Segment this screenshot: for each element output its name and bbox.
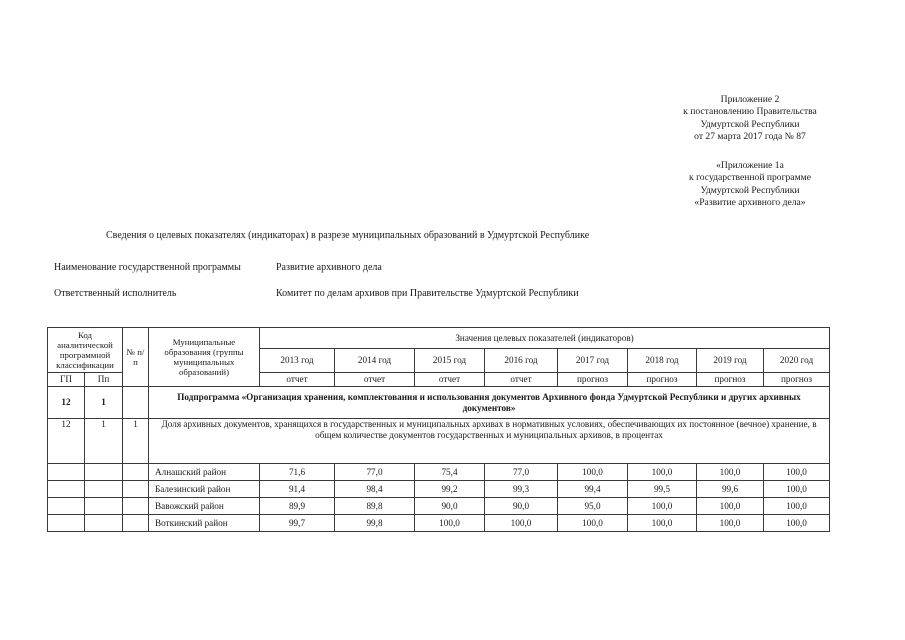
value-cell: 100,0 — [697, 464, 764, 481]
value-cell: 75,4 — [415, 464, 485, 481]
subprogram-row — [48, 387, 830, 419]
value-cell: 100,0 — [558, 515, 628, 532]
value-cell: 100,0 — [764, 464, 830, 481]
empty-cell — [48, 498, 85, 515]
program-label: Наименование государственной программы — [54, 262, 241, 273]
value-cell: 99,5 — [628, 481, 697, 498]
indicator-pp: 1 — [85, 419, 123, 464]
header-type: отчет — [260, 373, 335, 387]
municipality-name: Алнашский район — [149, 464, 260, 481]
municipality-name: Балезинский район — [149, 481, 260, 498]
appendix-line: от 27 марта 2017 года № 87 — [694, 131, 806, 143]
header-code: Код аналитической программной классификации — [48, 328, 123, 373]
appendix-line: Приложение 2 — [720, 94, 780, 105]
appendix-line: Удмуртской Республики — [700, 118, 800, 130]
value-cell: 99,4 — [558, 481, 628, 498]
header-year: 2013 год — [260, 349, 335, 373]
header-type: прогноз — [764, 373, 830, 387]
header-type: отчет — [335, 373, 415, 387]
value-cell: 89,8 — [335, 498, 415, 515]
value-cell: 91,4 — [260, 481, 335, 498]
empty-cell — [48, 481, 85, 498]
value-cell: 99,2 — [415, 481, 485, 498]
empty-cell — [48, 515, 85, 532]
header-municipality: Муниципальные образования (группы муниципальных образований) — [149, 328, 260, 387]
subprogram-number — [123, 387, 149, 419]
empty-cell — [85, 464, 123, 481]
value-cell: 77,0 — [335, 464, 415, 481]
value-cell: 98,4 — [335, 481, 415, 498]
value-cell: 100,0 — [697, 515, 764, 532]
municipality-name: Вавожский район — [149, 498, 260, 515]
table-row — [48, 464, 830, 481]
value-cell: 99,3 — [485, 481, 558, 498]
value-cell: 99,7 — [260, 515, 335, 532]
subprogram-pp: 1 — [85, 387, 123, 419]
header-type: прогноз — [628, 373, 697, 387]
value-cell: 77,0 — [485, 464, 558, 481]
header-year: 2014 год — [335, 349, 415, 373]
executor-value: Комитет по делам архивов при Правительстве Удмуртской Республики — [276, 288, 579, 299]
empty-cell — [85, 498, 123, 515]
header-pp: Пп — [85, 373, 123, 387]
header-year: 2017 год — [558, 349, 628, 373]
empty-cell — [123, 481, 149, 498]
program-value: Развитие архивного дела — [276, 262, 382, 273]
value-cell: 100,0 — [628, 464, 697, 481]
appendix-line: к постановлению Правительства — [683, 106, 817, 118]
header-gp: ГП — [48, 373, 85, 387]
subprogram-title: Подпрограмма «Организация хранения, комплектования и использования документов Архивного фонда Удмуртской Республики и других архивных документов» — [149, 387, 830, 419]
value-cell: 100,0 — [628, 498, 697, 515]
indicators-table — [47, 327, 830, 532]
value-cell: 90,0 — [415, 498, 485, 515]
value-cell: 100,0 — [764, 498, 830, 515]
header-year: 2019 год — [697, 349, 764, 373]
value-cell: 100,0 — [415, 515, 485, 532]
empty-cell — [123, 464, 149, 481]
appendix-quote-line: «Приложение 1а — [716, 160, 784, 171]
indicator-row — [48, 419, 830, 464]
header-year: 2016 год — [485, 349, 558, 373]
empty-cell — [85, 515, 123, 532]
appendix-quote-line: «Развитие архивного дела» — [694, 197, 806, 209]
indicator-description: Доля архивных документов, хранящихся в государственных и муниципальных архивах в нормативных условиях, обеспечивающих их постоянное (вечное) хранение, в общем количестве документов государственных и муниципальных архивов, в процентах — [149, 419, 830, 464]
header-type: прогноз — [697, 373, 764, 387]
value-cell: 99,6 — [697, 481, 764, 498]
header-year: 2015 год — [415, 349, 485, 373]
value-cell: 100,0 — [628, 515, 697, 532]
empty-cell — [48, 464, 85, 481]
header-year: 2020 год — [764, 349, 830, 373]
executor-label: Ответственный исполнитель — [54, 288, 177, 299]
table-row — [48, 515, 830, 532]
value-cell: 100,0 — [764, 481, 830, 498]
header-year: 2018 год — [628, 349, 697, 373]
value-cell: 90,0 — [485, 498, 558, 515]
header-number: № п/п — [123, 328, 149, 387]
value-cell: 100,0 — [697, 498, 764, 515]
empty-cell — [123, 515, 149, 532]
table-row — [48, 481, 830, 498]
subprogram-gp: 12 — [48, 387, 85, 419]
value-cell: 71,6 — [260, 464, 335, 481]
value-cell: 100,0 — [558, 464, 628, 481]
indicator-gp: 12 — [48, 419, 85, 464]
indicator-number: 1 — [123, 419, 149, 464]
value-cell: 89,9 — [260, 498, 335, 515]
appendix-header — [600, 94, 900, 144]
value-cell: 100,0 — [485, 515, 558, 532]
appendix-quote-line: Удмуртской Республики — [700, 184, 800, 196]
header-type: отчет — [415, 373, 485, 387]
document-title: Сведения о целевых показателях (индикаторах) в разрезе муниципальных образований в Удмуртской Республике — [106, 230, 590, 241]
municipality-name: Воткинский район — [149, 515, 260, 532]
empty-cell — [123, 498, 149, 515]
header-values-group: Значения целевых показателей (индикаторов) — [260, 328, 830, 349]
value-cell: 100,0 — [764, 515, 830, 532]
value-cell: 99,8 — [335, 515, 415, 532]
table-row — [48, 498, 830, 515]
appendix-quote-line: к государственной программе — [689, 172, 811, 184]
value-cell: 95,0 — [558, 498, 628, 515]
appendix-quote — [600, 160, 900, 210]
empty-cell — [85, 481, 123, 498]
header-type: отчет — [485, 373, 558, 387]
header-type: прогноз — [558, 373, 628, 387]
